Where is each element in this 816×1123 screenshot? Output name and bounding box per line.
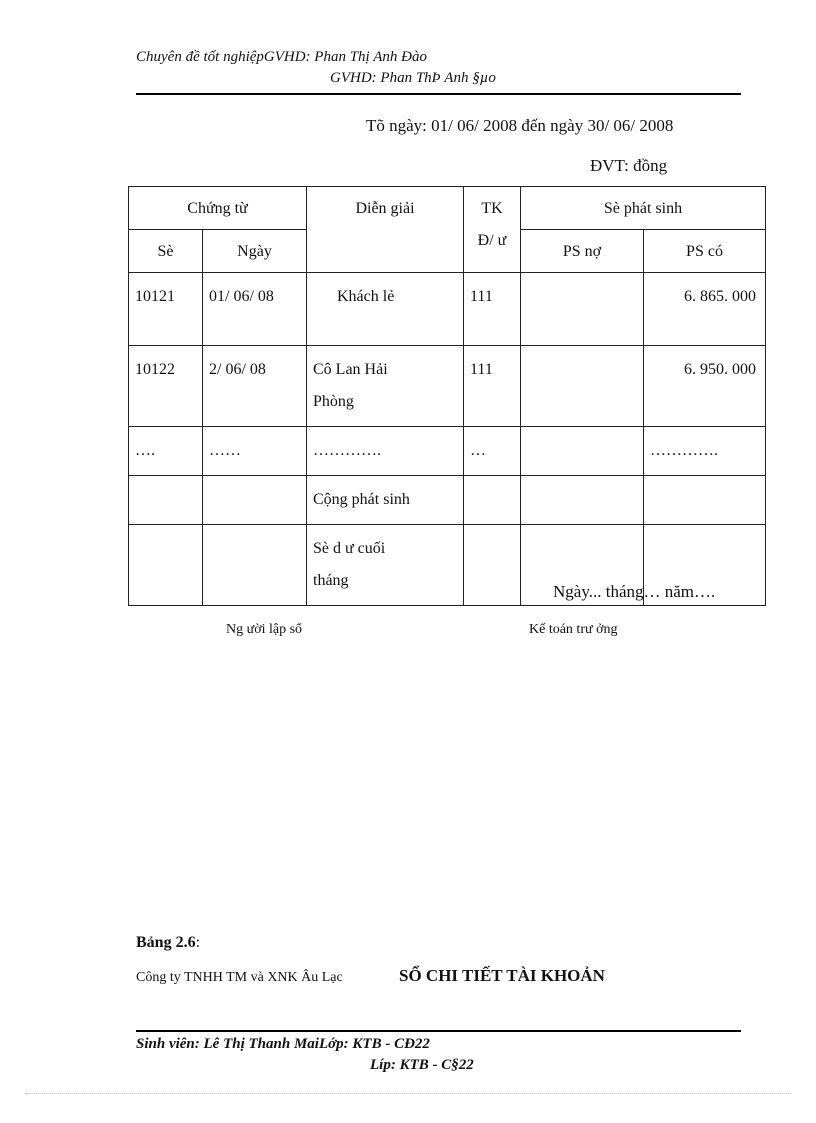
cell-ps-co: 6. 865. 000 [644, 273, 766, 346]
cell-ps-co: 6. 950. 000 [644, 346, 766, 427]
preparer-label: Ng ười lập sổ [226, 622, 303, 637]
table-row [129, 476, 766, 525]
cell-dien-giai: Khách lẻ [307, 273, 464, 346]
cell-tk [464, 525, 521, 606]
header-line-2: GVHD: Phan ThÞ Anh §µo [330, 70, 496, 86]
header-chung-tu: Chứng từ [129, 187, 307, 230]
cell-ps-co [644, 476, 766, 525]
header-ngay: Ngày [203, 230, 307, 273]
cell-tk: … [464, 427, 521, 476]
cell-ps-no [521, 273, 644, 346]
cell-ps-no [521, 476, 644, 525]
header-rule [136, 93, 741, 95]
header-tk-top: TK [481, 200, 503, 217]
table-label-text: Bảng 2.6 [136, 934, 196, 951]
cell-ngay [203, 525, 307, 606]
table-label-colon: : [195, 934, 201, 951]
cell-so: 10122 [129, 346, 203, 427]
cell-dien-giai: Sè d ư cuối tháng [307, 525, 464, 606]
table-row [129, 346, 766, 427]
cell-ps-no [521, 346, 644, 427]
cell-ngay [203, 476, 307, 525]
footer-rule [136, 1030, 741, 1032]
header-so: Sè [129, 230, 203, 273]
cell-ps-co: …………. [644, 427, 766, 476]
cell-so: 10121 [129, 273, 203, 346]
cell-so [129, 476, 203, 525]
table-row [129, 273, 766, 346]
cell-ngay: 01/ 06/ 08 [203, 273, 307, 346]
cell-tk: 111 [464, 273, 521, 346]
cell-dien-giai: …………. [307, 427, 464, 476]
footer-line-2: Líp: KTB - C§22 [370, 1057, 474, 1073]
footer-line-1: Sinh viên: Lê Thị Thanh MaiLớp: KTB - CĐ22 [136, 1036, 430, 1052]
table-row [129, 427, 766, 476]
header-so-phat-sinh: Sè phát sinh [521, 187, 766, 230]
cell-tk [464, 476, 521, 525]
company-name: Công ty TNHH TM và XNK Âu Lạc [136, 970, 343, 985]
cell-so [129, 525, 203, 606]
header-dien-giai: Diễn giải [307, 187, 464, 273]
cell-ps-no [521, 427, 644, 476]
cell-so: …. [129, 427, 203, 476]
header-line-1: Chuyên đề tốt nghiệpGVHD: Phan Thị Anh Đào [136, 49, 427, 65]
table-label [136, 934, 200, 952]
signature-date: Ngày... tháng… năm…. [553, 582, 716, 601]
cell-dien-giai: Cộng phát sinh [307, 476, 464, 525]
header-ps-no: PS nợ [521, 230, 644, 273]
header-tk [464, 187, 521, 273]
header-tk-bottom: Đ/ ư [477, 232, 507, 249]
cell-ngay: …… [203, 427, 307, 476]
cell-dien-giai: Cô Lan Hải Phòng [307, 346, 464, 427]
currency-unit: ĐVT: đồng [590, 156, 668, 175]
document-title: SỔ CHI TIẾT TÀI KHOẢN [399, 966, 605, 985]
header-ps-co: PS có [644, 230, 766, 273]
cell-tk: 111 [464, 346, 521, 427]
chief-accountant-label: Kế toán trư ởng [529, 622, 618, 637]
page-bottom-dotted-rule [25, 1093, 791, 1094]
ledger-table [128, 186, 766, 606]
cell-ngay: 2/ 06/ 08 [203, 346, 307, 427]
date-range: Tõ ngày: 01/ 06/ 2008 đến ngày 30/ 06/ 2008 [366, 116, 674, 135]
